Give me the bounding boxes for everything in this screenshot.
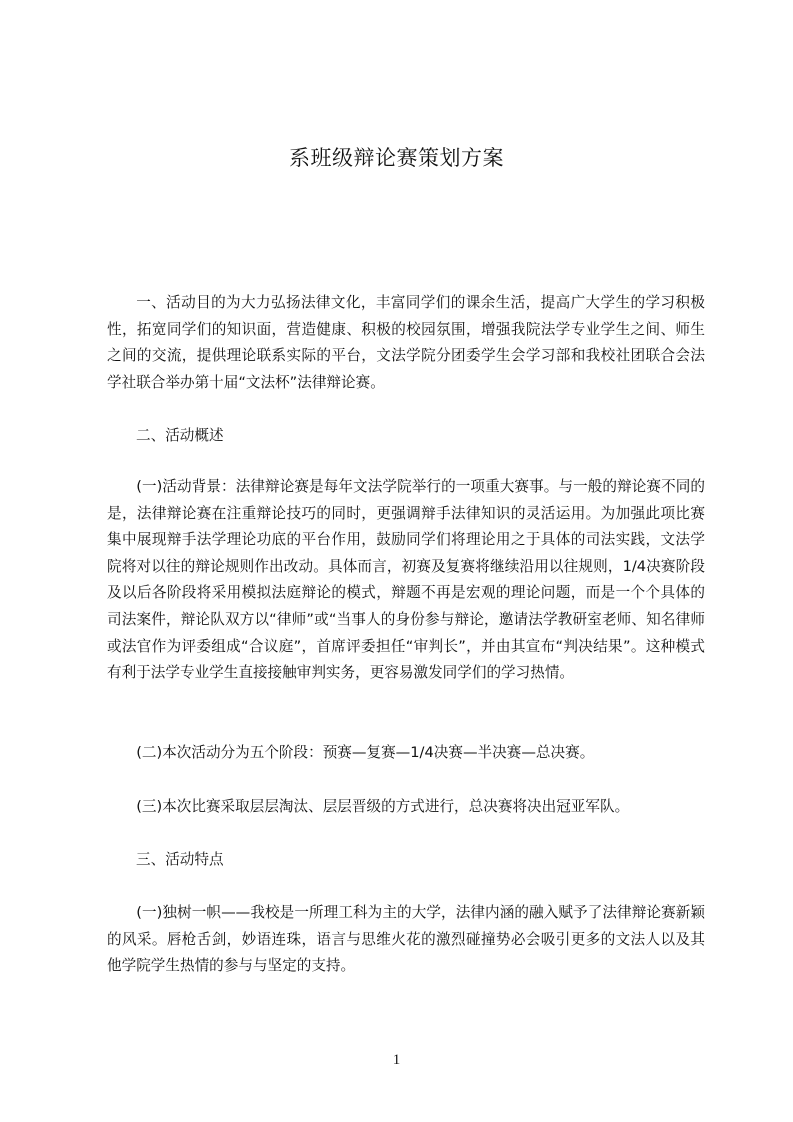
section-background [107,474,705,687]
overview-heading: 二、活动概述 [136,427,224,444]
page-number: 1 [392,1052,401,1068]
feature-one-paragraph: (一)独树一帜——我校是一所理工科为主的大学，法律内涵的融入赋予了法律辩论赛新颖的风采。唇枪舌剑，妙语连珠，语言与思维火花的激烈碰撞势必会吸引更多的文法人以及其他学院学生热情的参与与坚定的支持。 [107,904,705,975]
stages-paragraph: (二)本次活动分为五个阶段：预赛—复赛—1/4决赛—半决赛—总决赛。 [136,744,595,761]
section-elimination [107,794,705,821]
section-features-heading [107,847,705,874]
section-feature-one [107,900,705,980]
features-heading: 三、活动特点 [136,851,224,868]
section-overview-heading [107,423,705,450]
background-paragraph: (一)活动背景：法律辩论赛是每年文法学院举行的一项重大赛事。与一般的辩论赛不同的是，法律辩论赛在注重辩论技巧的同时，更强调辩手法律知识的灵活运用。为加强此项比赛集中展现辩手法学理论功底的平台作用，鼓励同学们将理论用之于具体的司法实践，文法学院将对以往的辩论规则作出改动。具体而言，初赛及复赛将继续沿用以往规则，1/4决赛阶段及以后各阶段将采用模拟法庭辩论的模式，辩题不再是宏观的理论问题，而是一个个具体的司法案件，辩论队双方以“律师”或“当事人的身份参与辩论，邀请法学教研室老师、知名律师或法官作为评委组成“合议庭”，首席评委担任“审判长”，并由其宣布“判决结果”。这种模式有利于法学专业学生直接接触审判实务，更容易激发同学们的学习热情。 [107,478,705,682]
section-purpose [107,290,705,396]
elimination-paragraph: (三)本次比赛采取层层淘汰、层层晋级的方式进行，总决赛将决出冠亚军队。 [136,798,630,815]
section-stages [107,740,705,767]
purpose-paragraph: 一、活动目的为大力弘扬法律文化，丰富同学们的课余生活，提高广大学生的学习积极性，拓宽同学们的知识面，营造健康、积极的校园氛围，增强我院法学专业学生之间、师生之间的交流，提供理论联系实际的平台，文法学院分团委学生会学习部和我校社团联合会法学社联合举办第十届“文法杯”法律辩论赛。 [107,294,705,391]
document-title: 系班级辩论赛策划方案 [289,146,504,170]
